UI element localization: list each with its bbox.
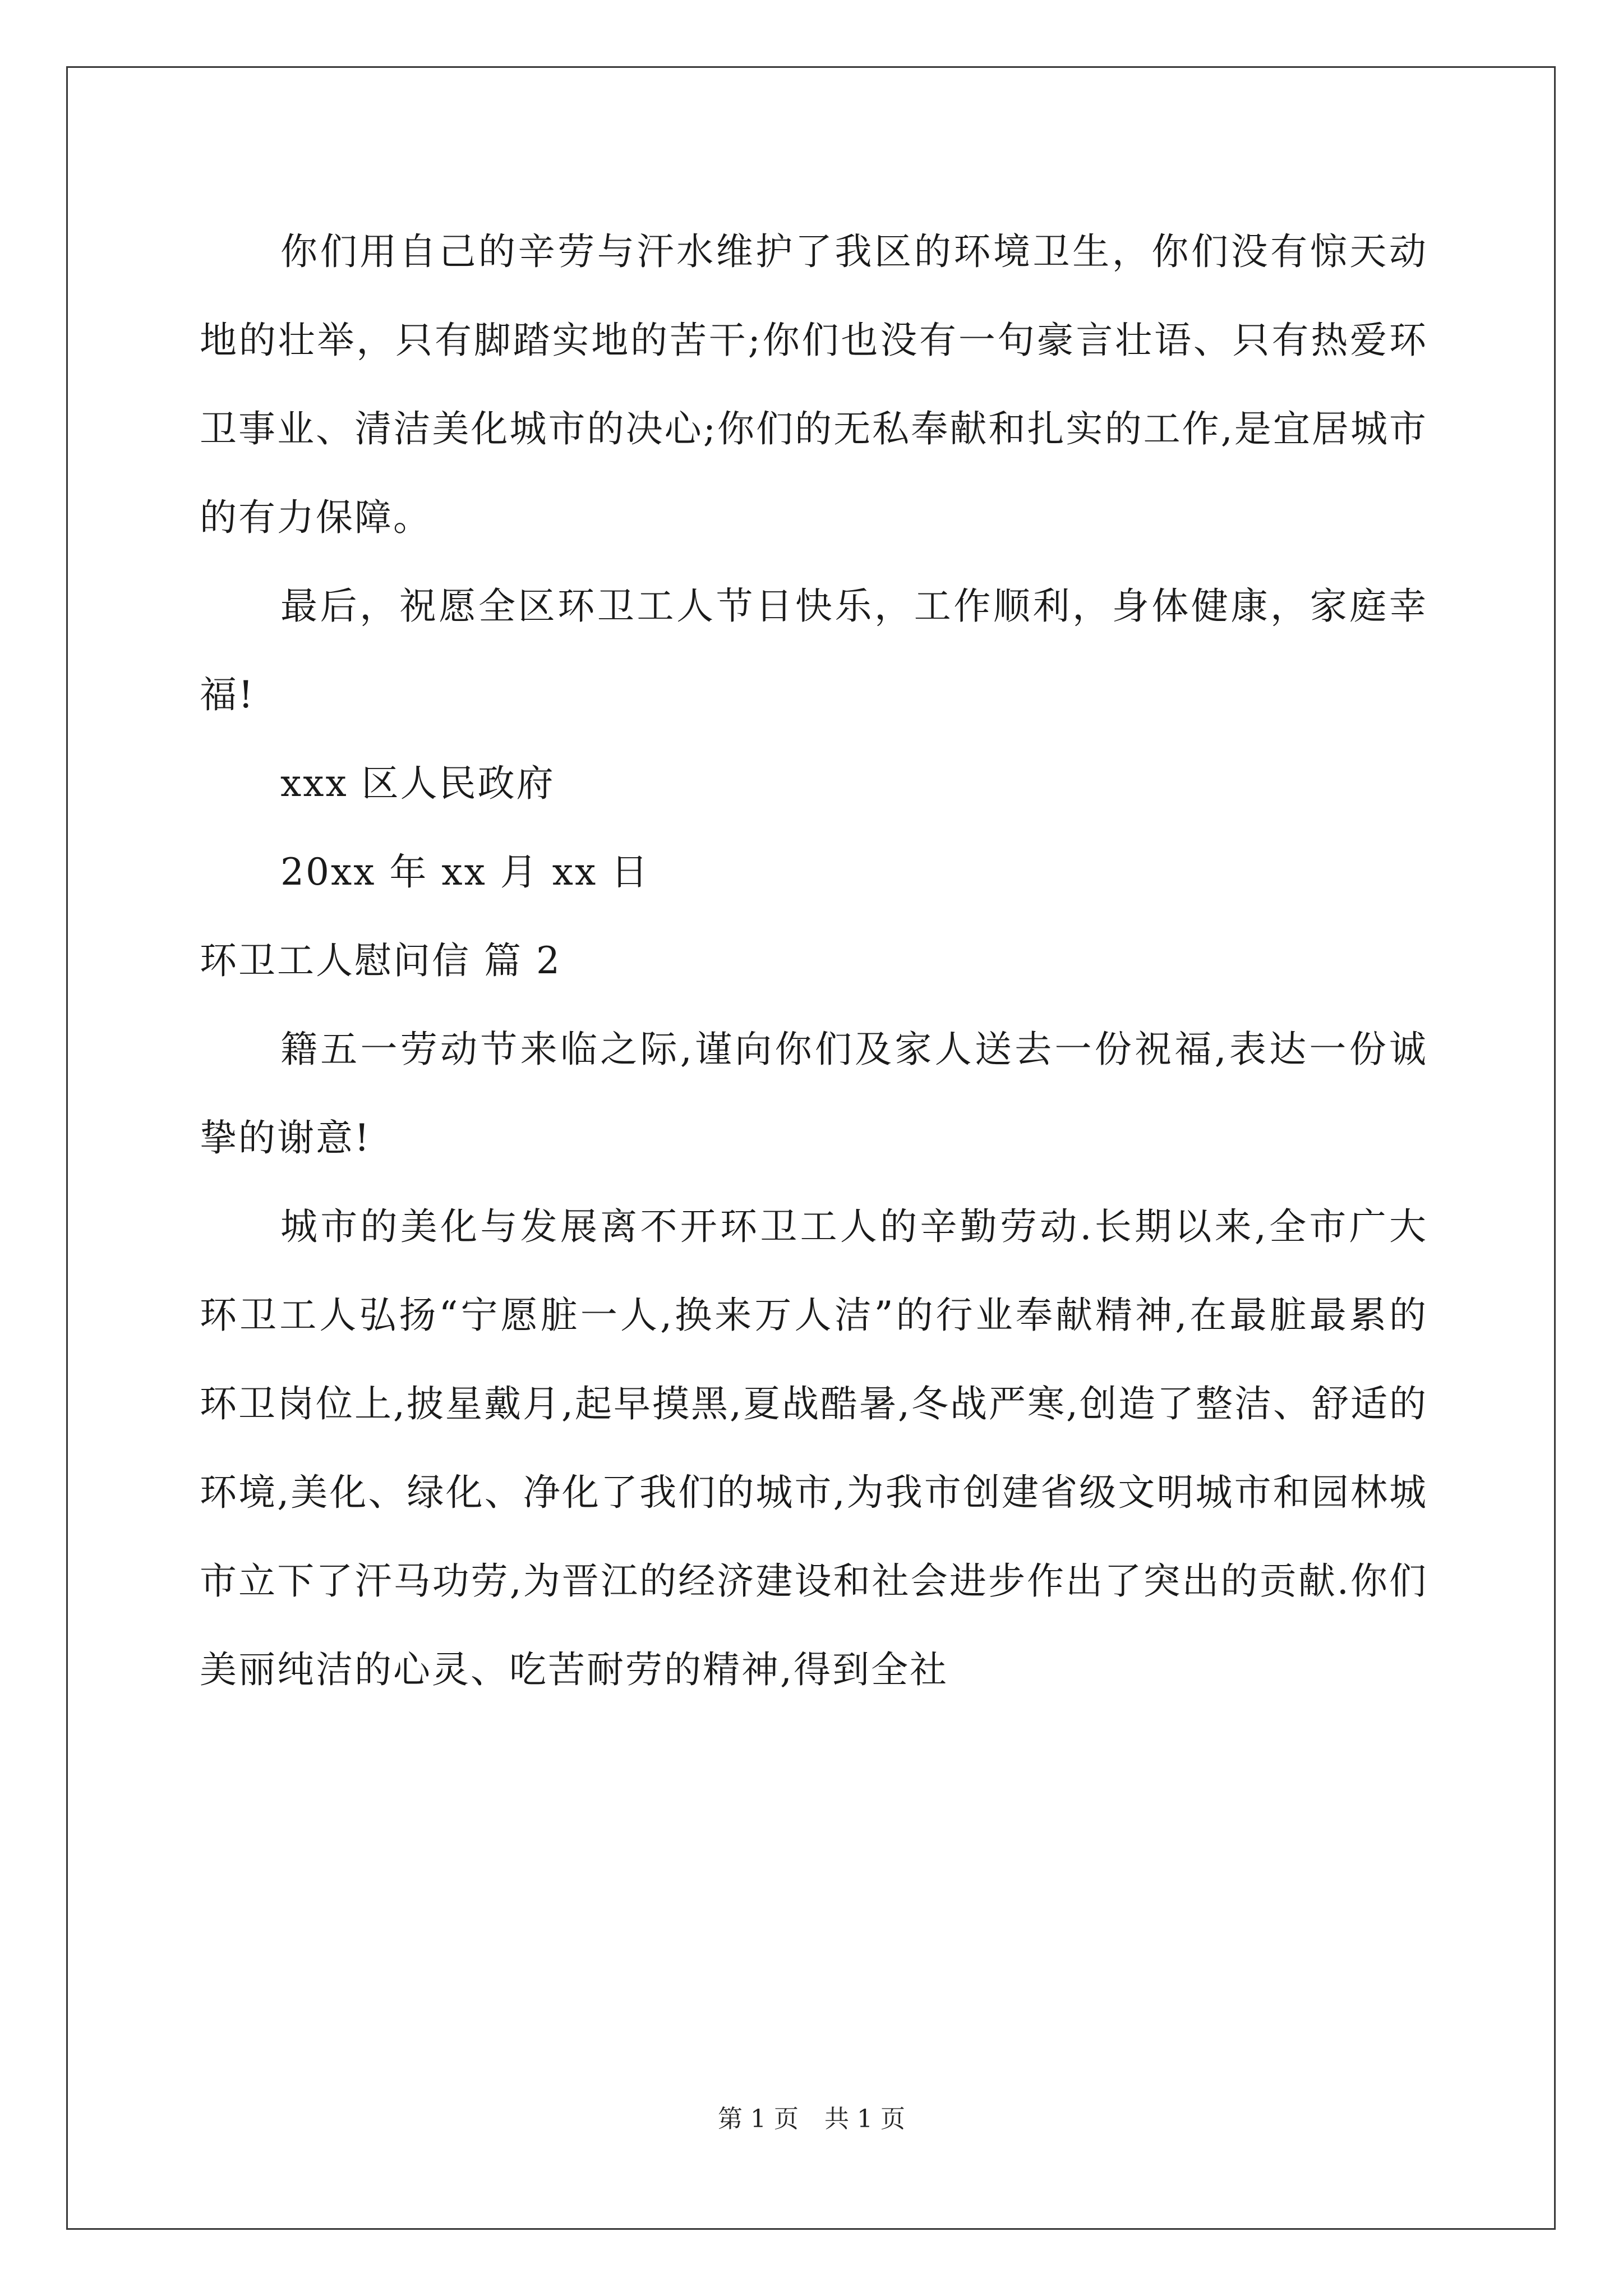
- paragraph-3: 籍五一劳动节来临之际,谨向你们及家人送去一份祝福,表达一份诚挚的谢意!: [200, 1028, 1428, 1159]
- signature-org: xxx 区人民政府: [280, 762, 555, 805]
- page-number-label: 第 1 页: [718, 2105, 799, 2133]
- paragraph-4: 城市的美化与发展离不开环卫工人的辛勤劳动.长期以来,全市广大环卫工人弘扬“宁愿脏一人,换来万人洁”的行业奉献精神,在最脏最累的环卫岗位上,披星戴月,起早摸黑,夏战酷暑,冬战严寒,创造了整洁、舒适的环境,美化、绿化、净化了我们的城市,为我市创建省级文明城市和园林城市立下了汗马功劳,为晋江的经济建设和社会进步作出了突出的贡献.你们美丽纯洁的心灵、吃苦耐劳的精神,得到全社: [200, 1205, 1428, 1691]
- paragraph-1: 你们用自己的辛劳与汗水维护了我区的环境卫生，你们没有惊天动地的壮举，只有脚踏实地的苦干;你们也没有一句豪言壮语、只有热爱环卫事业、清洁美化城市的决心;你们的无私奉献和扎实的工作,是宜居城市的有力保障。: [200, 230, 1428, 539]
- paragraph-2: 最后，祝愿全区环卫工人节日快乐，工作顺利，身体健康，家庭幸福!: [200, 585, 1428, 716]
- signature-date: 20xx 年 xx 月 xx 日: [280, 850, 650, 894]
- page-footer: [0, 2102, 1623, 2136]
- document-body: [200, 208, 1428, 1714]
- page-total-label: 共 1 页: [824, 2105, 905, 2133]
- section-heading: 环卫工人慰问信 篇 2: [200, 939, 561, 982]
